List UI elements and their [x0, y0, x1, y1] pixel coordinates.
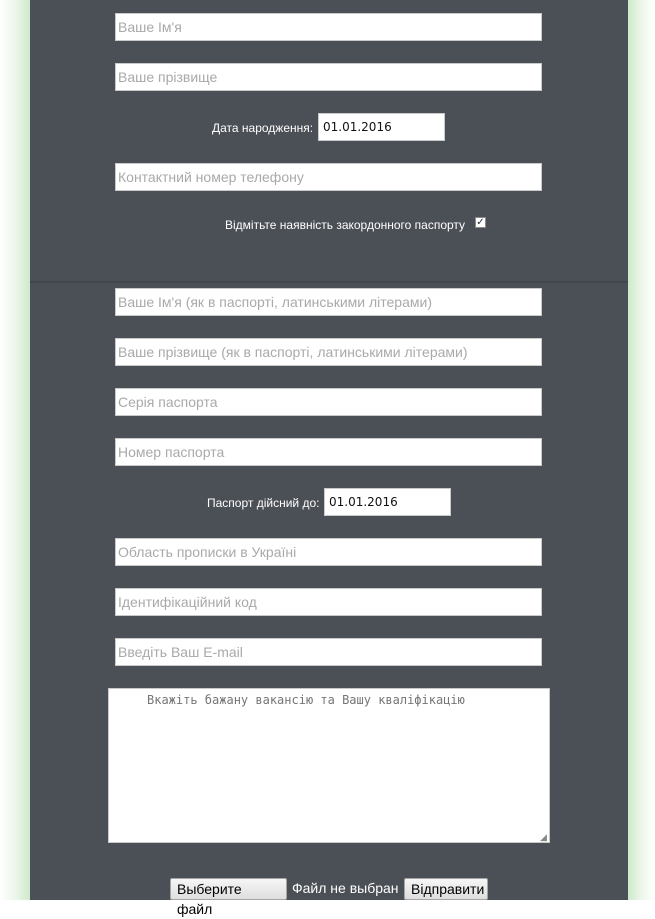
- choose-file-button[interactable]: Выберите файл: [170, 878, 287, 900]
- passport-series-input[interactable]: [115, 388, 542, 416]
- tax-id-input[interactable]: [115, 588, 542, 616]
- birth-date-input[interactable]: 01.01.2016: [318, 113, 445, 141]
- right-glow: [628, 0, 655, 900]
- file-status-text: Файл не выбран: [292, 880, 399, 896]
- passport-valid-label: Паспорт дійсний до:: [207, 496, 320, 510]
- region-input[interactable]: [115, 538, 542, 566]
- phone-input[interactable]: [115, 163, 542, 191]
- first-name-input[interactable]: [115, 13, 542, 41]
- latin-first-name-input[interactable]: [115, 288, 542, 316]
- passport-valid-input[interactable]: 01.01.2016: [324, 488, 451, 516]
- birth-date-label: Дата народження:: [212, 121, 314, 135]
- passport-number-input[interactable]: [115, 438, 542, 466]
- section-divider: [30, 281, 628, 283]
- check-mark-icon: ✓: [476, 217, 485, 228]
- left-glow: [0, 0, 30, 900]
- passport-checkbox[interactable]: [475, 217, 486, 228]
- latin-last-name-input[interactable]: [115, 338, 542, 366]
- email-input[interactable]: [115, 638, 542, 666]
- submit-button[interactable]: Відправити: [404, 878, 488, 900]
- vacancy-textarea[interactable]: [108, 688, 550, 843]
- passport-check-label: Відмітьте наявність закордонного паспорту: [225, 218, 466, 232]
- last-name-input[interactable]: [115, 63, 542, 91]
- resize-grip-icon[interactable]: ◢: [540, 832, 547, 842]
